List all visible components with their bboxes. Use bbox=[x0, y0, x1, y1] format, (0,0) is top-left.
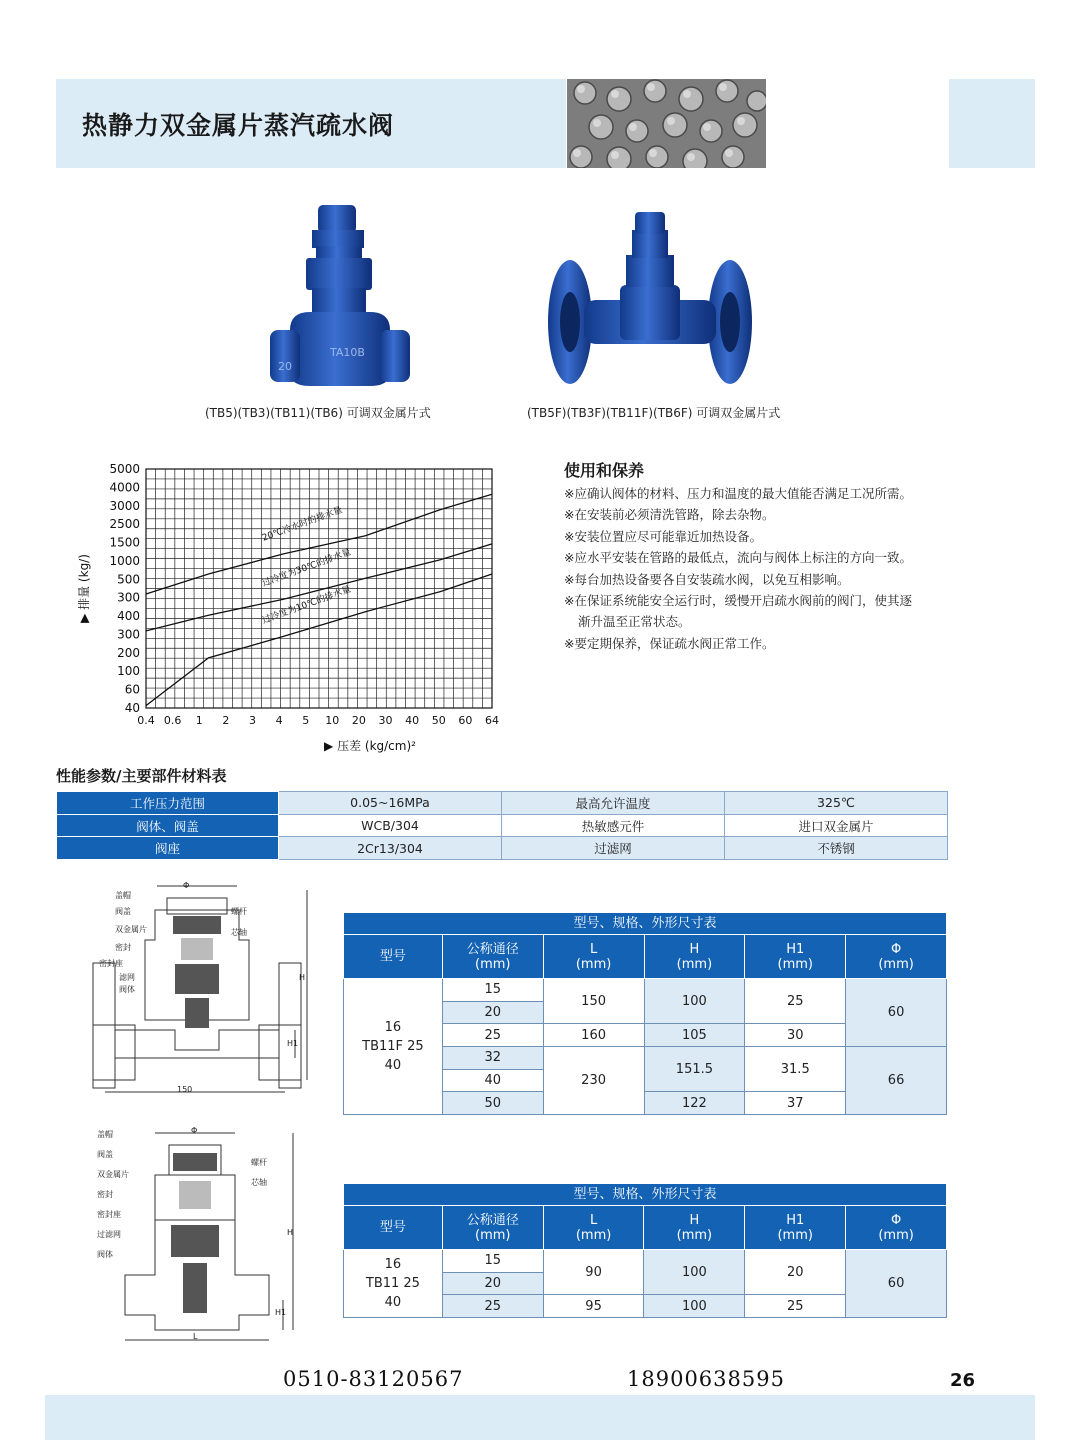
x-tick-label: 0.6 bbox=[163, 714, 182, 727]
table-cell: 60 bbox=[846, 1250, 947, 1318]
table-cell: 31.5 bbox=[745, 1047, 846, 1092]
dimension-table-tb11f bbox=[343, 912, 947, 1115]
table-header: Φ (mm) bbox=[846, 1206, 947, 1250]
table-cell: 20 bbox=[442, 1001, 543, 1024]
y-tick-label: 3000 bbox=[109, 498, 140, 513]
table-cell: 25 bbox=[442, 1295, 543, 1318]
footer-band bbox=[45, 1395, 1035, 1440]
model-line: TB11 25 bbox=[365, 1276, 420, 1292]
table-cell: 0.05~16MPa bbox=[279, 792, 502, 815]
usage-item: ※在保证系统能安全运行时，缓慢开启疏水阀前的阀门，使其逐渐升温至正常状态。 bbox=[564, 593, 912, 630]
y-tick-label: 5000 bbox=[109, 462, 140, 476]
x-tick-label: 40 bbox=[405, 714, 420, 727]
usage-item: ※安装位置应尽可能靠近加热设备。 bbox=[564, 528, 762, 544]
drawing-dim: H1 bbox=[287, 1039, 299, 1048]
drawing-dim: H bbox=[287, 1228, 294, 1237]
page-number: 26 bbox=[950, 1370, 976, 1391]
drawing-label: 双金属片 bbox=[97, 1170, 129, 1179]
table-cell: 25 bbox=[745, 1295, 846, 1318]
x-tick-label: 1 bbox=[195, 714, 203, 727]
table-header: 公称通径 (mm) bbox=[442, 935, 543, 979]
y-tick-label: 200 bbox=[117, 645, 140, 660]
drawing-dim: H bbox=[299, 973, 306, 982]
model-cell bbox=[344, 1250, 443, 1318]
table-cell: 325℃ bbox=[725, 792, 948, 815]
y-tick-label: 500 bbox=[117, 572, 140, 587]
usage-item: ※要定期保养，保证疏水阀正常工作。 bbox=[564, 635, 775, 651]
table-header: 型号 bbox=[344, 935, 443, 979]
table-cell: 工作压力范围 bbox=[57, 792, 279, 815]
y-tick-label: 400 bbox=[117, 609, 140, 624]
table-cell: 过滤网 bbox=[502, 837, 725, 860]
model-line: 16 bbox=[384, 1257, 402, 1273]
model-line: 40 bbox=[384, 1058, 402, 1074]
table-cell: 90 bbox=[543, 1250, 644, 1295]
table-cell: 2Cr13/304 bbox=[279, 837, 502, 860]
chart-svg bbox=[70, 455, 540, 765]
table-cell: 阀座 bbox=[57, 837, 279, 860]
table-cell: 25 bbox=[442, 1024, 543, 1047]
drawing-label: 盖帽 bbox=[97, 1130, 113, 1139]
table-cell: 32 bbox=[442, 1047, 543, 1070]
table-cell: 151.5 bbox=[644, 1047, 745, 1092]
table-cell: 25 bbox=[745, 979, 846, 1024]
drawing-label: 密封座 bbox=[99, 959, 123, 968]
series-label: 20℃冷水时的排水量 bbox=[260, 505, 344, 544]
drawing-dim: L bbox=[193, 1332, 198, 1341]
table-caption: 型号、规格、外形尺寸表 bbox=[344, 913, 947, 935]
y-axis-label: ▶ 排量 (kg/) bbox=[77, 554, 91, 623]
drawing-label: 盖帽 bbox=[115, 891, 131, 900]
drawing-dim: H1 bbox=[275, 1308, 287, 1317]
table-cell: 100 bbox=[644, 1250, 745, 1295]
drawing-label: 密封座 bbox=[97, 1210, 121, 1219]
table-header: H1 (mm) bbox=[745, 1206, 846, 1250]
table-cell: 50 bbox=[442, 1092, 543, 1115]
drawing-dim: 150 bbox=[177, 1085, 193, 1094]
drawing-label: 螺杆 bbox=[251, 1158, 267, 1167]
series-label: 过冷度为30℃的排水量 bbox=[260, 547, 353, 590]
table-cell: 进口双金属片 bbox=[725, 814, 948, 837]
table-cell: 最高允许温度 bbox=[502, 792, 725, 815]
product-caption-threaded: (TB5)(TB3)(TB11)(TB6) 可调双金属片式 bbox=[205, 406, 431, 420]
table-row bbox=[57, 837, 948, 860]
table-header: L (mm) bbox=[543, 935, 644, 979]
model-cell bbox=[344, 979, 443, 1115]
table-cell: 15 bbox=[442, 1250, 543, 1273]
y-tick-label: 4000 bbox=[109, 480, 140, 495]
drawing-label: 密封 bbox=[97, 1190, 113, 1199]
series-label: 过冷度为10℃的排水量 bbox=[260, 584, 353, 627]
threaded-valve-image bbox=[260, 200, 420, 400]
usage-item: ※每台加热设备要各自安装疏水阀，以免互相影响。 bbox=[564, 571, 850, 587]
table-cell: 105 bbox=[644, 1024, 745, 1047]
table-cell: 37 bbox=[745, 1092, 846, 1115]
y-tick-label: 300 bbox=[117, 627, 140, 642]
y-tick-label: 60 bbox=[124, 682, 140, 697]
drawing-label: 密封 bbox=[115, 943, 131, 952]
drawing-label: 滤网 bbox=[119, 973, 135, 982]
discharge-capacity-chart bbox=[70, 455, 540, 765]
flanged-valve-image bbox=[540, 200, 760, 400]
drawing-label: 芯轴 bbox=[251, 1178, 267, 1187]
table-cell: 20 bbox=[745, 1250, 846, 1295]
drawing-label: 过滤网 bbox=[97, 1230, 121, 1239]
table-cell: 150 bbox=[543, 979, 644, 1024]
table-cell: 20 bbox=[442, 1272, 543, 1295]
usage-item: ※应水平安装在管路的最低点，流向与阀体上标注的方向一致。 bbox=[564, 550, 912, 566]
x-tick-label: 2 bbox=[222, 714, 230, 727]
table-header: Φ (mm) bbox=[846, 935, 947, 979]
drawing-label: 阀体 bbox=[97, 1250, 113, 1259]
y-tick-label: 1500 bbox=[109, 535, 140, 550]
drawing-label: 双金属片 bbox=[115, 925, 147, 934]
y-tick-label: 100 bbox=[117, 664, 140, 679]
phone-number-landline: 0510-83120567 bbox=[283, 1367, 464, 1391]
product-caption-flanged: (TB5F)(TB3F)(TB11F)(TB6F) 可调双金属片式 bbox=[527, 406, 781, 420]
drawing-label: 阀盖 bbox=[115, 907, 131, 916]
table-cell: 122 bbox=[644, 1092, 745, 1115]
drawing-label: 螺杆 bbox=[231, 907, 247, 916]
model-line: 16 bbox=[384, 1020, 402, 1036]
x-tick-label: 50 bbox=[431, 714, 446, 727]
product-collage-image bbox=[567, 79, 766, 168]
table-header: 型号 bbox=[344, 1206, 443, 1250]
x-tick-label: 64 bbox=[485, 714, 499, 727]
usage-list bbox=[564, 483, 924, 654]
drawing-dim: Φ bbox=[183, 881, 190, 890]
table-header: H (mm) bbox=[644, 1206, 745, 1250]
x-tick-label: 30 bbox=[378, 714, 393, 727]
x-tick-label: 5 bbox=[302, 714, 310, 727]
x-axis-label: ▶ 压差 (kg/cm)² bbox=[324, 739, 416, 753]
table-cell: 66 bbox=[846, 1047, 947, 1115]
table-cell: 60 bbox=[846, 979, 947, 1047]
model-line: TB11F 25 bbox=[362, 1039, 424, 1055]
y-tick-label: 1000 bbox=[109, 553, 140, 568]
table-cell: 95 bbox=[543, 1295, 644, 1318]
table-cell: 160 bbox=[543, 1024, 644, 1047]
table-cell: 100 bbox=[644, 979, 745, 1024]
x-tick-label: 20 bbox=[351, 714, 366, 727]
table-caption: 型号、规格、外形尺寸表 bbox=[344, 1184, 947, 1206]
dimension-table-tb11 bbox=[343, 1183, 947, 1318]
materials-table bbox=[56, 791, 948, 860]
table-header: L (mm) bbox=[543, 1206, 644, 1250]
table-row bbox=[57, 814, 948, 837]
x-tick-label: 60 bbox=[458, 714, 473, 727]
phone-number-mobile: 18900638595 bbox=[627, 1367, 785, 1391]
table-cell: 热敏感元件 bbox=[502, 814, 725, 837]
y-tick-label: 2500 bbox=[109, 517, 140, 532]
usage-item: ※在安装前必须清洗管路，除去杂物。 bbox=[564, 507, 775, 523]
valve-body-model-marking: TA10B bbox=[330, 346, 365, 359]
drawing-dim: Φ bbox=[191, 1126, 198, 1135]
x-tick-label: 3 bbox=[248, 714, 256, 727]
table-header: H1 (mm) bbox=[745, 935, 846, 979]
table-header: H (mm) bbox=[644, 935, 745, 979]
x-tick-label: 4 bbox=[275, 714, 283, 727]
table-header: 公称通径 (mm) bbox=[442, 1206, 543, 1250]
y-tick-label: 40 bbox=[124, 701, 140, 715]
table-cell: WCB/304 bbox=[279, 814, 502, 837]
usage-item: ※应确认阀体的材料、压力和温度的最大值能否满足工况所需。 bbox=[564, 486, 912, 501]
x-tick-label: 0.4 bbox=[137, 714, 155, 727]
valve-body-size-marking: 20 bbox=[278, 360, 292, 373]
drawing-label: 阀体 bbox=[119, 985, 135, 994]
flanged-valve-section-drawing bbox=[85, 880, 325, 1100]
usage-title: 使用和保养 bbox=[564, 461, 645, 480]
table-cell: 100 bbox=[644, 1295, 745, 1318]
page-title: 热静力双金属片蒸汽疏水阀 bbox=[82, 111, 395, 140]
table-cell: 15 bbox=[442, 979, 543, 1002]
drawing-label: 阀盖 bbox=[97, 1150, 113, 1159]
threaded-valve-section-drawing bbox=[95, 1125, 305, 1350]
table-cell: 40 bbox=[442, 1069, 543, 1092]
table-cell: 阀体、阀盖 bbox=[57, 814, 279, 837]
model-line: 40 bbox=[384, 1295, 402, 1311]
table-cell: 230 bbox=[543, 1047, 644, 1115]
table-cell: 30 bbox=[745, 1024, 846, 1047]
table-cell: 不锈钢 bbox=[725, 837, 948, 860]
y-tick-label: 300 bbox=[117, 590, 140, 605]
drawing-label: 芯轴 bbox=[231, 928, 247, 937]
x-tick-label: 10 bbox=[325, 714, 340, 727]
materials-section-title: 性能参数/主要部件材料表 bbox=[56, 767, 227, 785]
table-row bbox=[57, 792, 948, 815]
header-band-right bbox=[949, 79, 1035, 168]
